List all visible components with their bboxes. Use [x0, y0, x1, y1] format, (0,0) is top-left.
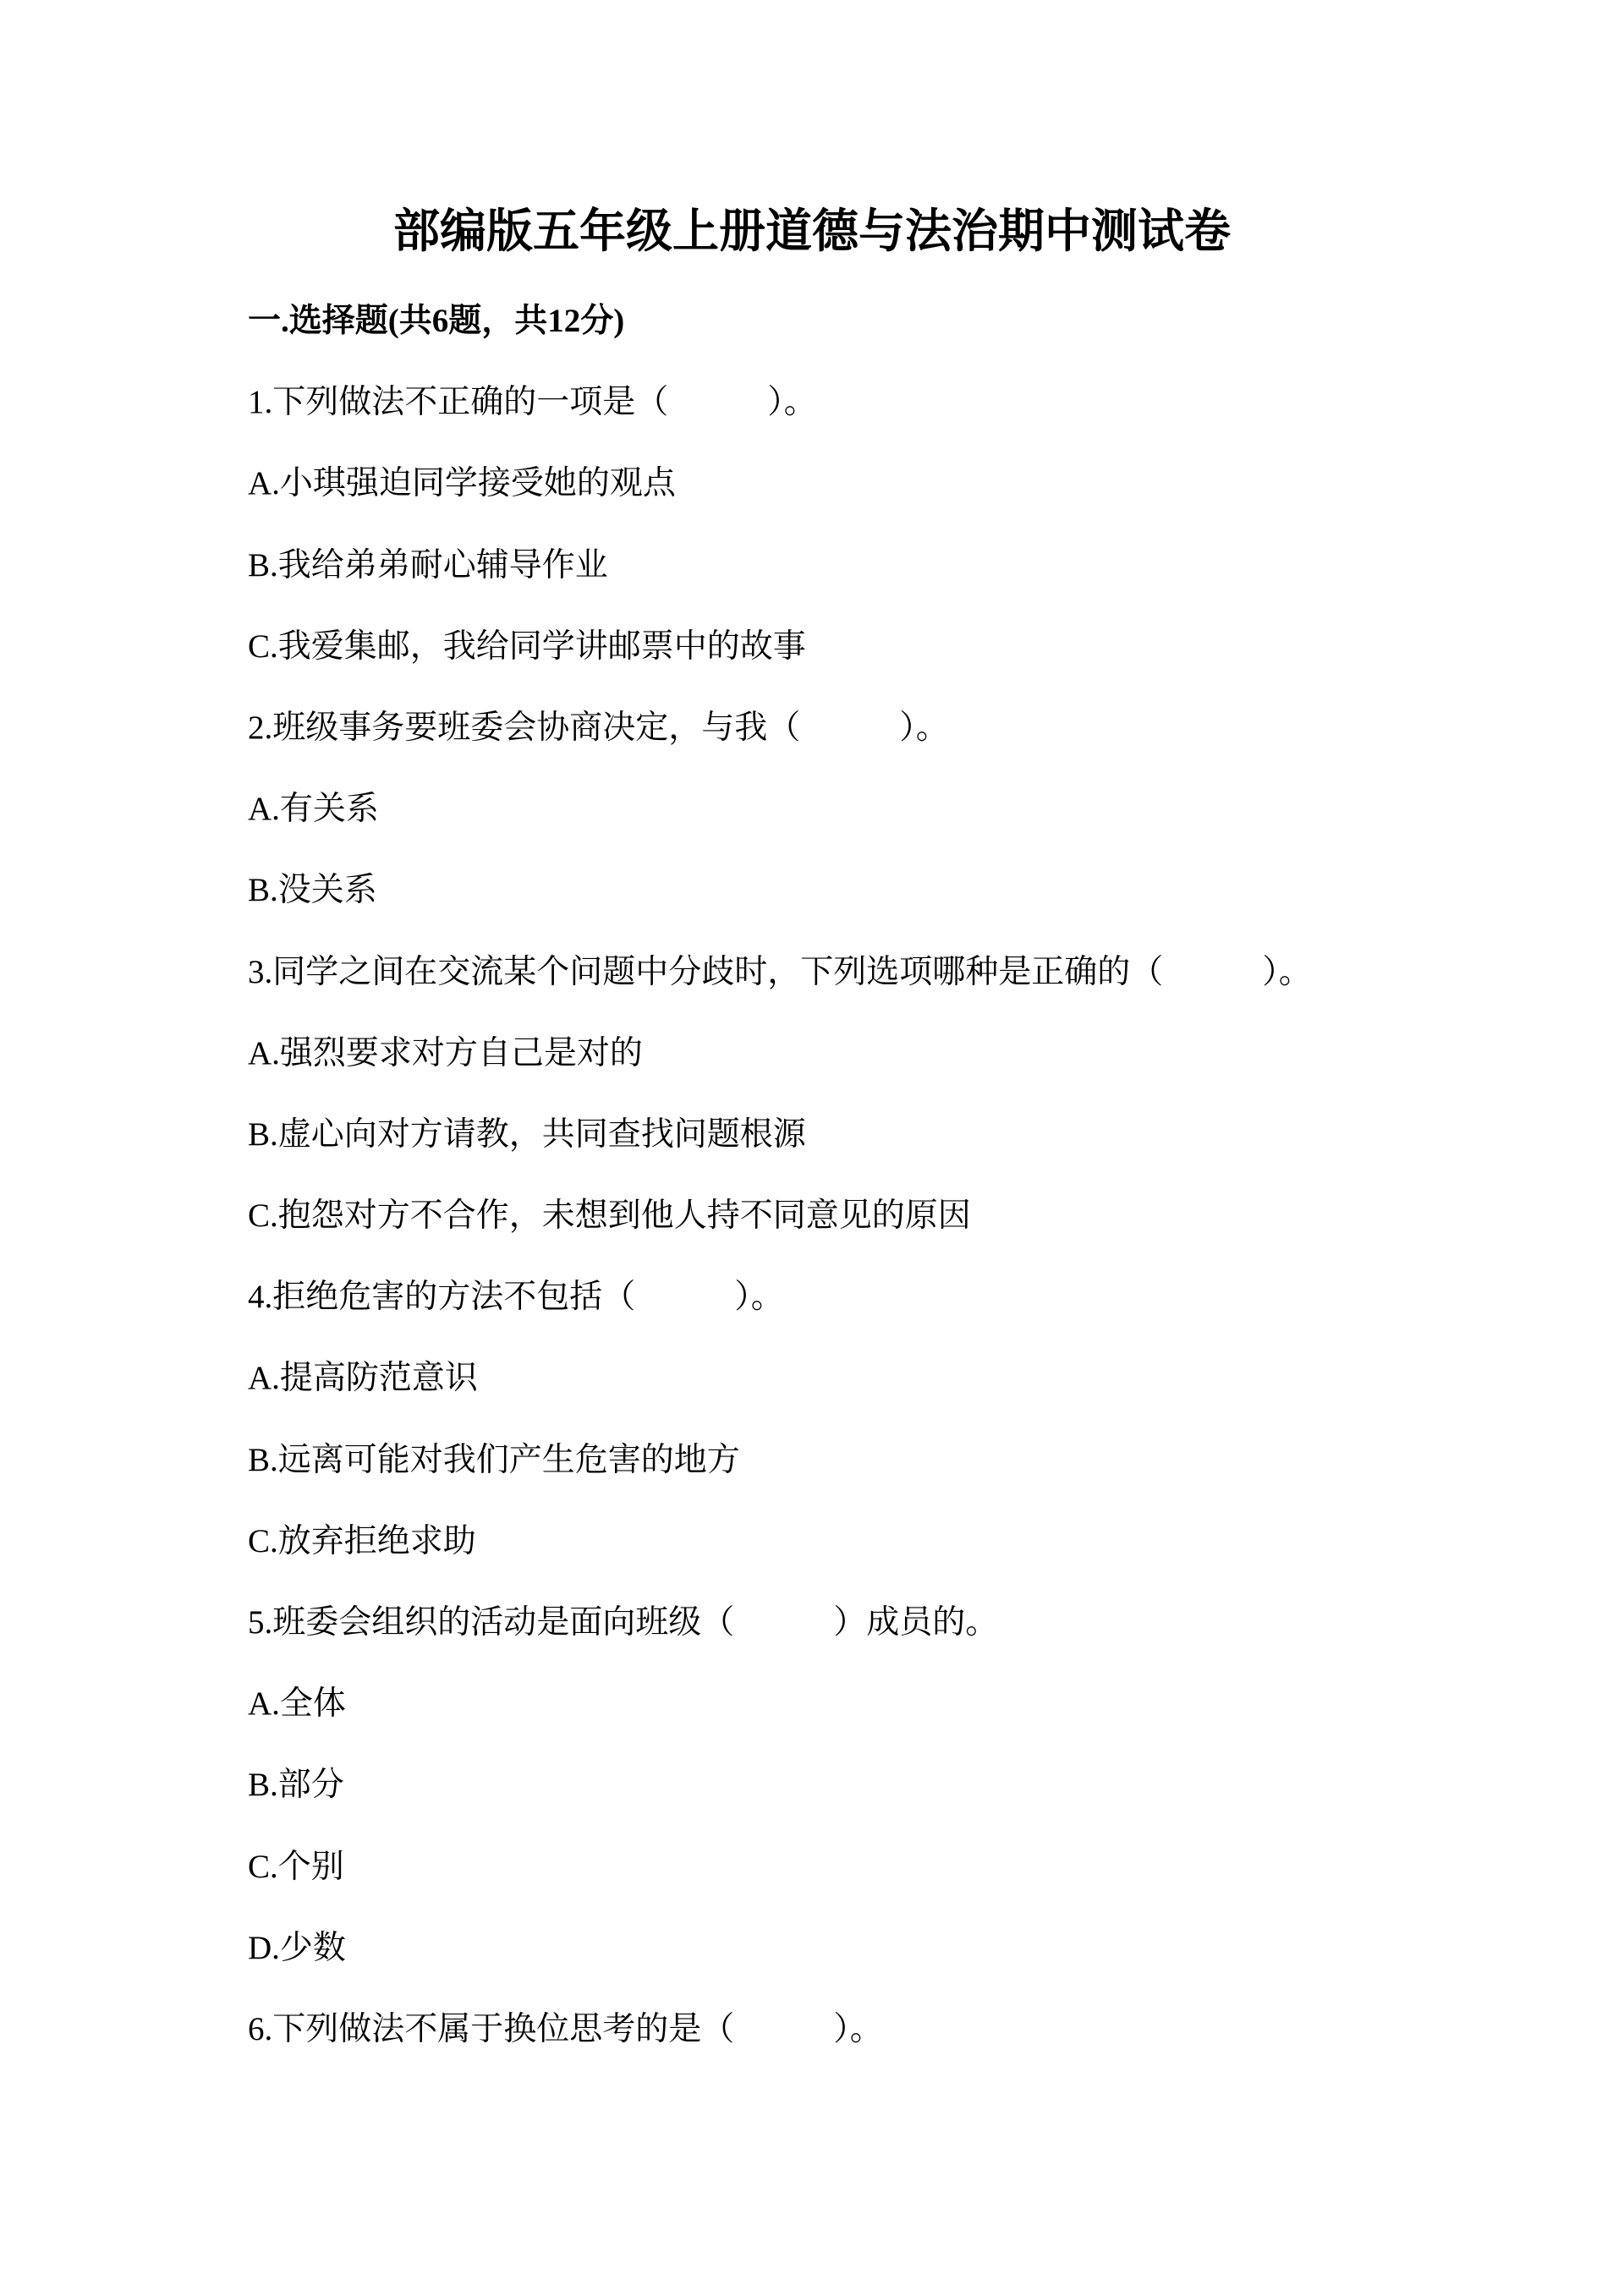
question-4 — [248, 1257, 1517, 1582]
answer-option: A.有关系 — [248, 791, 379, 828]
section-heading: 一.选择题(共6题，共12分) — [248, 303, 625, 339]
question-stem: 4.拒绝危害的方法不包括（ ）。 — [248, 1279, 784, 1316]
answer-option: B.虚心向对方请教，共同查找问题根源 — [248, 1115, 806, 1153]
question-stem: 2.班级事务要班委会协商决定，与我（ ）。 — [248, 709, 949, 746]
question-2 — [248, 688, 1517, 932]
answer-option: B.没关系 — [248, 872, 377, 909]
answer-option: D.少数 — [248, 1929, 346, 1966]
answer-option: A.强烈要求对方自己是对的 — [248, 1034, 643, 1071]
question-1 — [248, 362, 1517, 688]
question-3 — [248, 932, 1517, 1258]
question-stem: 1.下列做法不正确的一项是（ ）。 — [248, 384, 817, 421]
question-stem: 6.下列做法不属于换位思考的是（ ）。 — [248, 2010, 883, 2047]
multiple-choice-section — [248, 281, 1517, 2070]
question-5 — [248, 1582, 1517, 1989]
answer-option: A.提高防范意识 — [248, 1360, 478, 1397]
answer-option: B.远离可能对我们产生危害的地方 — [248, 1441, 740, 1478]
answer-option: C.我爱集邮，我给同学讲邮票中的故事 — [248, 627, 806, 665]
answer-option: B.我给弟弟耐心辅导作业 — [248, 546, 608, 584]
answer-option: B.部分 — [248, 1767, 344, 1804]
answer-option: C.个别 — [248, 1848, 344, 1885]
question-stem: 5.班委会组织的活动是面向班级（ ）成员的。 — [248, 1604, 999, 1641]
answer-option: A.全体 — [248, 1685, 346, 1723]
answer-option: C.抱怨对方不合作，未想到他人持不同意见的原因 — [248, 1197, 971, 1235]
answer-option: C.放弃拒绝求助 — [248, 1522, 476, 1559]
answer-option: A.小琪强迫同学接受她的观点 — [248, 465, 676, 502]
page-title: 部编版五年级上册道德与法治期中测试卷 — [392, 205, 1231, 257]
question-6 — [248, 1989, 1517, 2070]
question-stem: 3.同学之间在交流某个问题中分歧时，下列选项哪种是正确的（ ）。 — [248, 953, 1312, 990]
